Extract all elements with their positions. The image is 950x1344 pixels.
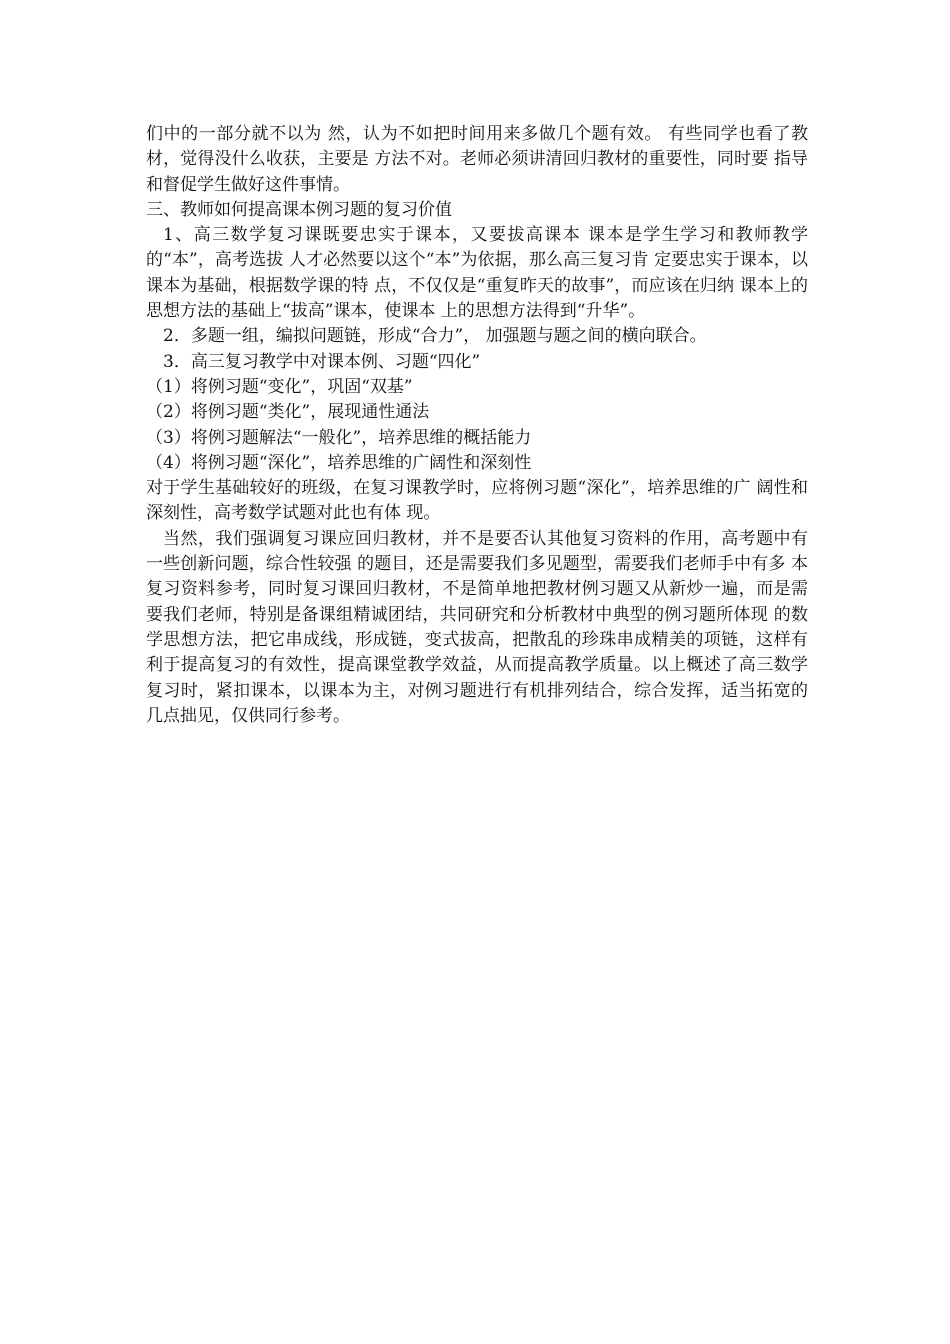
list-item-4: （4）将例习题“深化”，培养思维的广阔性和深刻性 — [146, 452, 532, 473]
paragraph-deepening: 对于学生基础较好的班级，在复习课教学时，应将例习题“深化”，培养思维的广 阔性和深刻性，高考数学试题对此也有体 现。 — [146, 478, 808, 524]
paragraph-point-2: 2．多题一组，编拟问题链，形成“合力”， 加强题与题之间的横向联合。 — [163, 326, 707, 347]
paragraph-point-3: 3．高三复习教学中对课本例、习题“四化” — [163, 351, 481, 372]
paragraph-continuation: 们中的一部分就不以为 然，认为不如把时间用来多做几个题有效。 有些同学也看了教材，觉得没什么收获，主要是 方法不对。老师必须讲清回归教材的重要性，同时要 指导和督促学生做好这件事情。 — [146, 124, 808, 195]
paragraph-point-1: 1、高三数学复习课既要忠实于课本，又要拔高课本 课本是学生学习和教师教学的“本”，高考选拔 人才必然要以这个“本”为依据，那么高三复习肯 定要忠实于课本，以课本为基础，根据数学课的特 点，不仅仅是“重复昨天的故事”，而应该在归纳 课本上的思想方法的基础上“拔高”课本，使课本 上的思想方法得到“升华”。 — [146, 225, 808, 322]
list-item-3: （3）将例习题解法“一般化”，培养思维的概括能力 — [146, 427, 532, 448]
list-item-1: （1）将例习题“变化”，巩固“双基” — [146, 376, 413, 397]
paragraph-conclusion: 当然，我们强调复习课应回归教材，并不是要否认其他复习资料的作用，高考题中有一些创新问题，综合性较强 的题目，还是需要我们多见题型，需要我们老师手中有多 本复习资料参考，同时复习课回归教材，不是简单地把教材例习题又从新炒一遍，而是需要我们老师，特别是备课组精诚团结，共同研究和分析教材中典型的例习题所体现 的数学思想方法，把它串成线，形成链，变式拔高，把散乱的珍珠串成精美的项链，这样有利于提高复习的有效性，提高课堂教学效益，从而提高教学质量。以上概述了高三数学复习时，紧扣课本，以课本为主，对例习题进行有机排列结合，综合发挥，适当拓宽的几点拙见，仅供同行参考。 — [146, 528, 808, 726]
list-item-2: （2）将例习题“类化”，展现通性通法 — [146, 402, 430, 423]
document-page — [146, 122, 808, 729]
section-heading: 三、教师如何提高课本例习题的复习价值 — [146, 199, 452, 220]
